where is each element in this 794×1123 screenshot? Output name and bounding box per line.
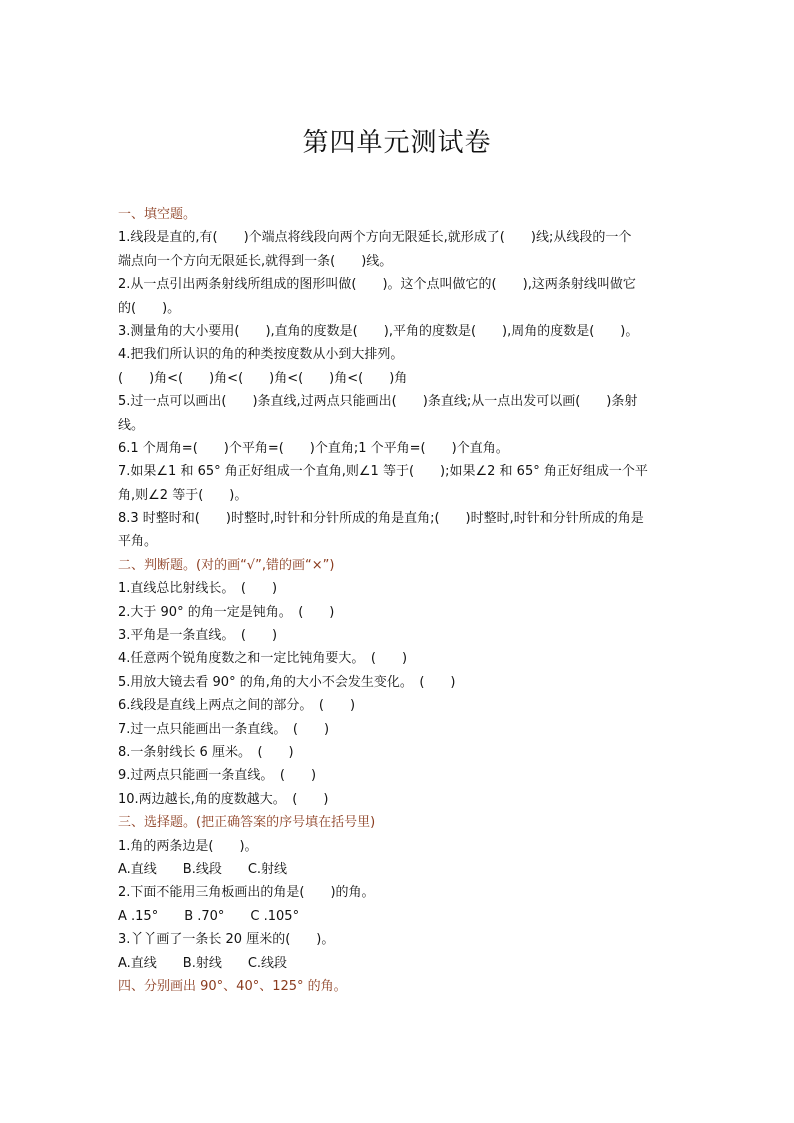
question-line: 7.如果∠1 和 65° 角正好组成一个直角,则∠1 等于( );如果∠2 和 65° 角正好组成一个平 (118, 464, 648, 480)
question-line: 角,则∠2 等于( )。 (118, 487, 248, 503)
question-line: A.直线 B.射线 C.线段 (118, 955, 288, 971)
question-line: 7.过一点只能画出一条直线。 ( ) (118, 721, 330, 737)
question-line: 2.下面不能用三角板画出的角是( )的角。 (118, 885, 375, 901)
exam-content (118, 203, 678, 998)
section-fill-in-blank (118, 203, 678, 554)
question-line: 6.1 个周角=( )个平角=( )个直角;1 个平角=( )个直角。 (118, 440, 509, 456)
question-line: 端点向一个方向无限延长,就得到一条( )线。 (118, 253, 393, 269)
section-multiple-choice (118, 811, 678, 975)
question-line: 1.线段是直的,有( )个端点将线段向两个方向无限延长,就形成了( )线;从线段的一个 (118, 230, 632, 246)
question-line: 3.平角是一条直线。 ( ) (118, 628, 278, 644)
question-line: 2.大于 90° 的角一定是钝角。 ( ) (118, 604, 335, 620)
question-line: 5.用放大镜去看 90° 的角,角的大小不会发生变化。 ( ) (118, 674, 456, 690)
section-heading: 一、填空题。 (118, 207, 197, 222)
question-line: 1.直线总比射线长。 ( ) (118, 581, 278, 597)
question-line: 的( )。 (118, 300, 181, 316)
section-heading: 四、分别画出 90°、40°、125° 的角。 (118, 978, 347, 994)
section-heading: 二、判断题。(对的画“√”,错的画“×”) (118, 557, 335, 573)
section-heading: 三、选择题。(把正确答案的序号填在括号里) (118, 815, 376, 831)
question-line: 8.一条射线长 6 厘米。 ( ) (118, 744, 294, 760)
question-line: 3.丫丫画了一条长 20 厘米的( )。 (118, 932, 335, 948)
question-line: A .15° B .70° C .105° (118, 908, 300, 924)
question-line: 8.3 时整时和( )时整时,时针和分针所成的角是直角;( )时整时,时针和分针所成的角是 (118, 511, 644, 527)
question-line: 线。 (118, 417, 145, 433)
question-line: 4.把我们所认识的角的种类按度数从小到大排列。 (118, 347, 404, 363)
question-line: 9.过两点只能画一条直线。 ( ) (118, 768, 317, 784)
question-line: 5.过一点可以画出( )条直线,过两点只能画出( )条直线;从一点出发可以画( )条射 (118, 394, 638, 410)
question-line: 2.从一点引出两条射线所组成的图形叫做( )。这个点叫做它的( ),这两条射线叫做它 (118, 277, 636, 293)
question-line: 1.角的两条边是( )。 (118, 838, 258, 854)
question-line: A.直线 B.线段 C.射线 (118, 861, 288, 877)
section-true-false (118, 554, 678, 811)
question-line: 平角。 (118, 534, 158, 550)
question-line: 10.两边越长,角的度数越大。 ( ) (118, 791, 329, 807)
question-line: ( )角<( )角<( )角<( )角<( )角 (118, 370, 408, 386)
question-line: 4.任意两个锐角度数之和一定比钝角要大。 ( ) (118, 651, 408, 667)
question-line: 6.线段是直线上两点之间的部分。 ( ) (118, 698, 356, 714)
page-title: 第四单元测试卷 (302, 128, 492, 158)
question-line: 3.测量角的大小要用( ),直角的度数是( ),平角的度数是( ),周角的度数是( )。 (118, 323, 639, 339)
section-drawing (118, 975, 678, 998)
